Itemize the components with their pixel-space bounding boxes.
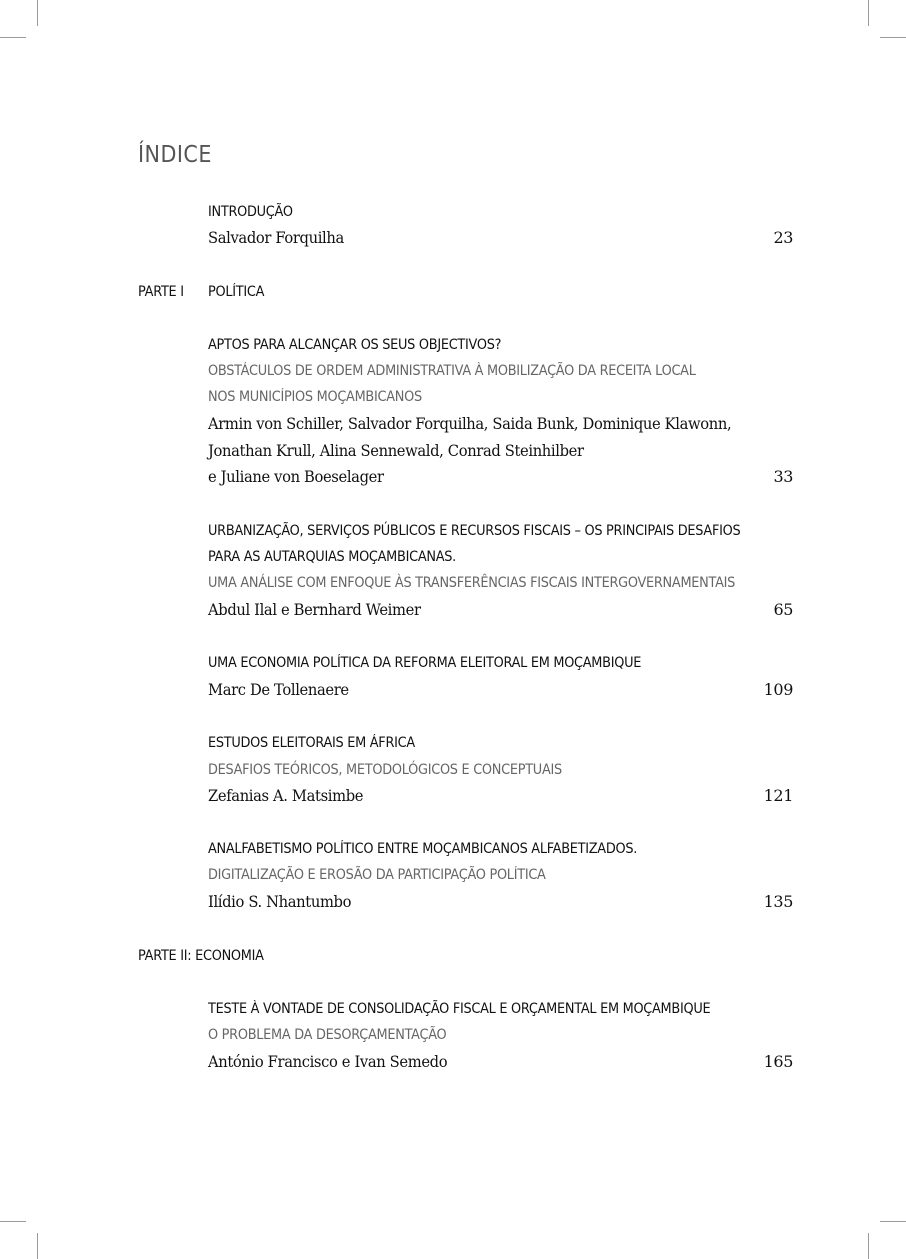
page-number: 135 xyxy=(763,892,793,911)
toc-entry-author: e Juliane von Boeselager 33 xyxy=(208,467,793,486)
toc-entry-title: TESTE À VONTADE DE CONSOLIDAÇÃO FISCAL E ORÇAMENTAL EM MOÇAMBIQUE xyxy=(208,1001,711,1017)
toc-entry-author: Marc De Tollenaere 109 xyxy=(208,680,793,699)
toc-entry-title: URBANIZAÇÃO, SERVIÇOS PÚBLICOS E RECURSOS FISCAIS – OS PRINCIPAIS DESAFIOS xyxy=(208,523,741,539)
toc-entry-title: APTOS PARA ALCANÇAR OS SEUS OBJECTIVOS? xyxy=(208,337,502,353)
part-heading: PARTE I POLÍTICA xyxy=(138,284,265,300)
toc-entry-author: Jonathan Krull, Alina Sennewald, Conrad Steinhilber xyxy=(208,441,584,460)
part-heading: PARTE II: ECONOMIA xyxy=(138,948,264,964)
page-number: 33 xyxy=(773,467,793,486)
crop-mark xyxy=(0,37,26,38)
crop-mark xyxy=(880,1221,906,1222)
page-number: 23 xyxy=(773,228,793,247)
crop-mark xyxy=(37,1233,38,1259)
page-number: 165 xyxy=(763,1052,793,1071)
page-number: 65 xyxy=(773,600,793,619)
crop-mark xyxy=(0,1221,26,1222)
toc-entry-subtitle: OBSTÁCULOS DE ORDEM ADMINISTRATIVA À MOBILIZAÇÃO DA RECEITA LOCAL xyxy=(208,363,696,379)
toc-entry-title: ESTUDOS ELEITORAIS EM ÁFRICA xyxy=(208,735,415,751)
toc-entry-subtitle: O PROBLEMA DA DESORÇAMENTAÇÃO xyxy=(208,1027,447,1043)
toc-entry-subtitle: DIGITALIZAÇÃO E EROSÃO DA PARTICIPAÇÃO POLÍTICA xyxy=(208,867,546,883)
crop-mark xyxy=(868,1233,869,1259)
page-title: ÍNDICE xyxy=(138,142,212,168)
page-number: 109 xyxy=(763,680,793,699)
toc-entry-author: Salvador Forquilha 23 xyxy=(208,228,793,247)
toc-entry-author: António Francisco e Ivan Semedo 165 xyxy=(208,1052,793,1071)
crop-mark xyxy=(37,0,38,26)
toc-entry-author: Zefanias A. Matsimbe 121 xyxy=(208,786,793,805)
page-number: 121 xyxy=(763,786,793,805)
toc-entry-title: PARA AS AUTARQUIAS MOÇAMBICANAS. xyxy=(208,549,456,565)
toc-entry-title: ANALFABETISMO POLÍTICO ENTRE MOÇAMBICANOS ALFABETIZADOS. xyxy=(208,841,638,857)
toc-entry-subtitle: UMA ANÁLISE COM ENFOQUE ÀS TRANSFERÊNCIAS FISCAIS INTERGOVERNAMENTAIS xyxy=(208,575,736,591)
toc-entry-title: UMA ECONOMIA POLÍTICA DA REFORMA ELEITORAL EM MOÇAMBIQUE xyxy=(208,655,642,671)
crop-mark xyxy=(880,37,906,38)
toc-entry-subtitle: NOS MUNICÍPIOS MOÇAMBICANOS xyxy=(208,389,422,405)
toc-entry-title: INTRODUÇÃO xyxy=(208,204,293,220)
toc-entry-author: Ilídio S. Nhantumbo 135 xyxy=(208,892,793,911)
toc-entry-author: Abdul Ilal e Bernhard Weimer 65 xyxy=(208,600,793,619)
toc-entry-subtitle: DESAFIOS TEÓRICOS, METODOLÓGICOS E CONCEPTUAIS xyxy=(208,762,562,778)
toc-entry-author: Armin von Schiller, Salvador Forquilha, Saida Bunk, Dominique Klawonn, xyxy=(208,414,732,433)
crop-mark xyxy=(868,0,869,26)
